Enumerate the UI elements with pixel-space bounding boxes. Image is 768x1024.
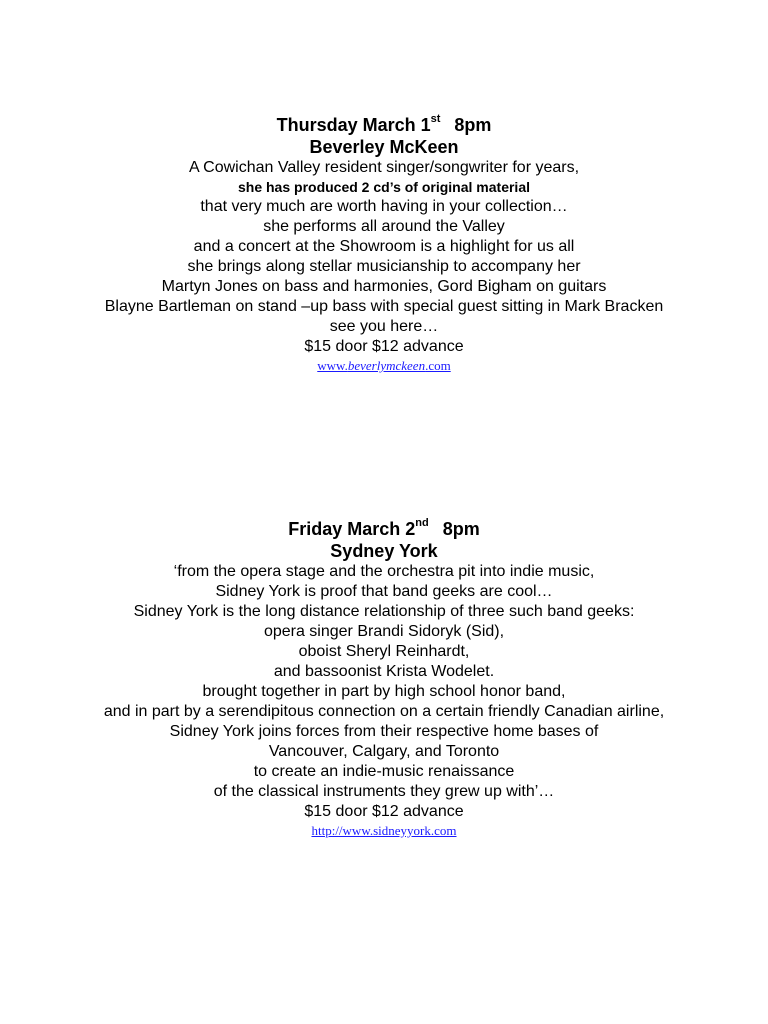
description-line: and in part by a serendipitous connection on a certain friendly Canadian airline,	[103, 703, 665, 720]
event-day: Thursday March 1	[276, 115, 431, 135]
event-sydney-york	[0, 514, 768, 840]
event-time: 8pm	[454, 115, 492, 135]
description-line: Sidney York is the long distance relationship of three such band geeks:	[133, 603, 635, 620]
description-line: A Cowichan Valley resident singer/songwriter for years,	[188, 159, 580, 176]
event-time: 8pm	[442, 519, 480, 539]
price-line: $15 door $12 advance	[304, 338, 464, 355]
description-line: ‘from the opera stage and the orchestra pit into indie music,	[173, 563, 595, 580]
description-line: she brings along stellar musicianship to accompany her	[187, 258, 581, 275]
description-line: opera singer Brandi Sidoryk (Sid),	[263, 623, 505, 640]
description-line: Sidney York joins forces from their respective home bases of	[169, 723, 599, 740]
event-date-heading	[0, 110, 768, 136]
date-suffix: nd	[415, 517, 429, 529]
description-line: Martyn Jones on bass and harmonies, Gord Bigham on guitars	[161, 278, 607, 295]
description-line: and bassoonist Krista Wodelet.	[273, 663, 495, 680]
link-prefix: www.	[317, 358, 348, 373]
description-line: see you here…	[329, 318, 439, 335]
performer-name: Beverley McKeen	[309, 137, 459, 157]
link-suffix: .com	[425, 358, 451, 373]
description-line: of the classical instruments they grew up with’…	[213, 783, 555, 800]
description-line: Sidney York is proof that band geeks are cool…	[215, 583, 553, 600]
event-beverley-mckeen	[0, 110, 768, 375]
event-day: Friday March 2	[288, 519, 416, 539]
description-line: that very much are worth having in your collection…	[200, 198, 568, 215]
description-line: and a concert at the Showroom is a highlight for us all	[193, 238, 575, 255]
website-link[interactable]: http://www.sidneyyork.com	[311, 823, 457, 838]
website-link[interactable]	[317, 357, 450, 375]
date-suffix: st	[430, 113, 441, 125]
link-domain: beverlymckeen	[347, 358, 426, 373]
description-line: she performs all around the Valley	[263, 218, 505, 235]
description-line: brought together in part by high school honor band,	[202, 683, 566, 700]
description-line: Vancouver, Calgary, and Toronto	[268, 743, 500, 760]
description-line: she has produced 2 cd’s of original material	[237, 179, 530, 195]
description-line: oboist Sheryl Reinhardt,	[298, 643, 470, 660]
event-date-heading	[0, 514, 768, 540]
performer-name: Sydney York	[330, 541, 438, 561]
description-line: to create an indie-music renaissance	[253, 763, 515, 780]
description-line: Blayne Bartleman on stand –up bass with special guest sitting in Mark Bracken	[104, 298, 664, 315]
price-line: $15 door $12 advance	[304, 803, 464, 820]
